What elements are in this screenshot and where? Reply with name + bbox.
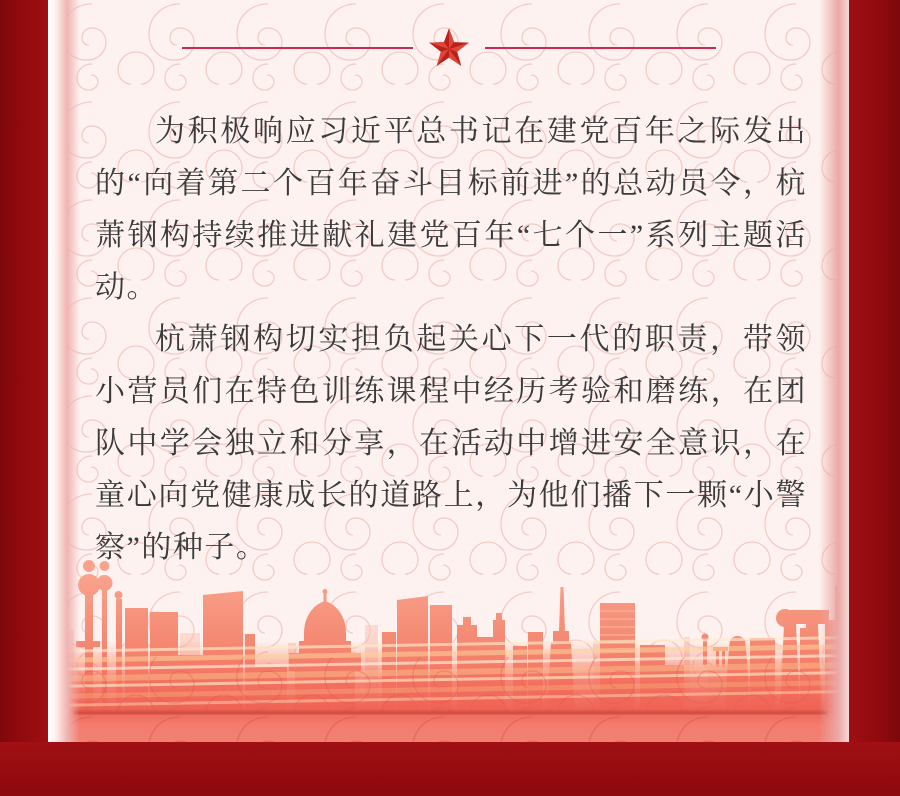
divider-line-left xyxy=(182,47,413,49)
bottom-frame-bar xyxy=(0,742,900,796)
article-body xyxy=(95,106,807,574)
article-page xyxy=(48,0,849,742)
page-bottom-edge xyxy=(48,713,849,742)
red-star-icon xyxy=(427,26,471,70)
divider-line-right xyxy=(485,47,716,49)
page-fold-right xyxy=(819,0,849,742)
front-page-edge-shadow xyxy=(73,709,827,715)
star-divider xyxy=(48,26,849,70)
page-fold-left xyxy=(48,0,80,742)
left-frame-bar xyxy=(0,0,48,796)
page-bottom-edge-pattern xyxy=(48,713,849,742)
right-frame-bar xyxy=(849,0,900,796)
paragraph-1: 为积极响应习近平总书记在建党百年之际发出的“向着第二个百年奋斗目标前进”的总动员令，杭萧钢构持续推进献礼建党百年“七个一”系列主题活动。 xyxy=(95,115,807,304)
paragraph-2: 杭萧钢构切实担负起关心下一代的职责，带领小营员们在特色训练课程中经历考验和磨练，在团队中学会独立和分享，在活动中增进安全意识，在童心向党健康成长的道路上，为他们播下一颗“小警察”的种子。 xyxy=(95,323,807,564)
